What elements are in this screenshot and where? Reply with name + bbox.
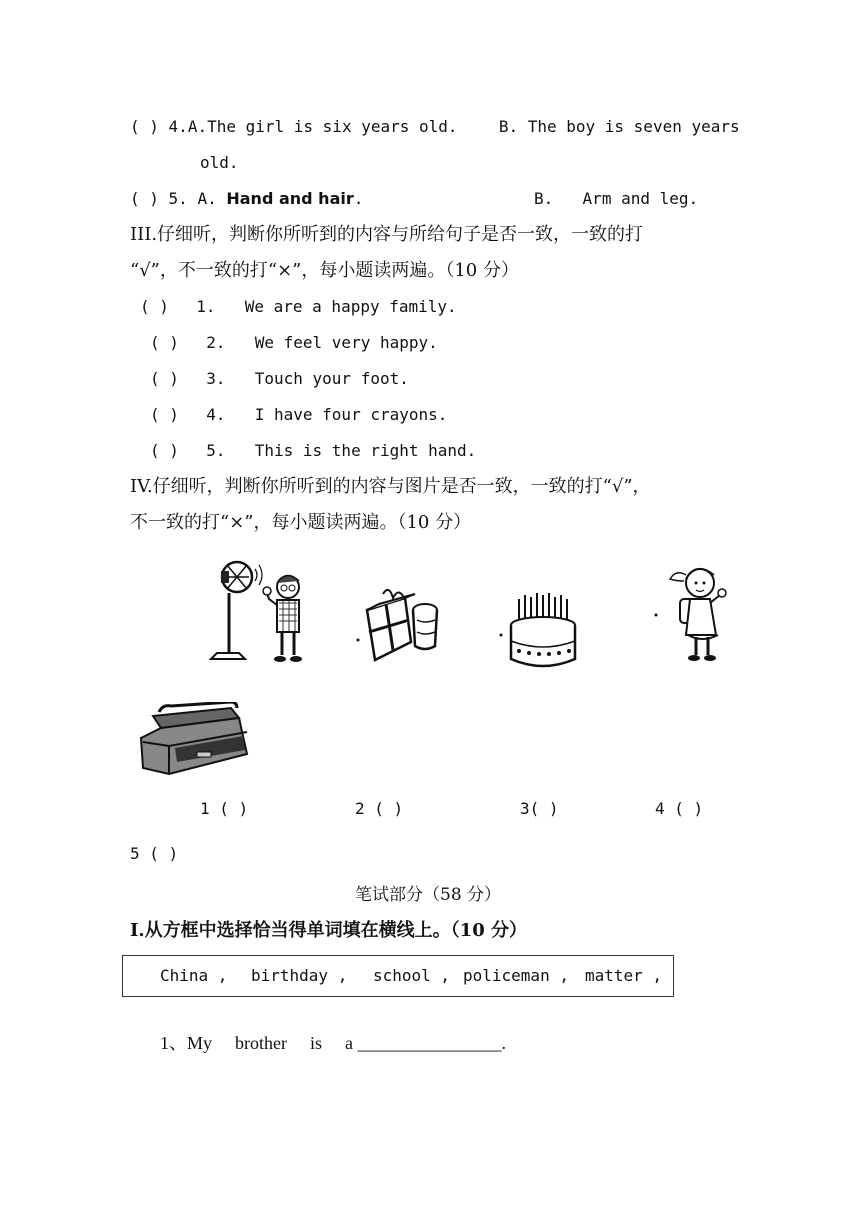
answer-paren[interactable]: ( ) bbox=[150, 369, 179, 388]
written-part-title: 笔试部分（58 分） bbox=[355, 885, 502, 905]
section-4-heading-line-2: 不一致的打“×”，每小题读两遍。（10 分） bbox=[130, 512, 472, 533]
fill-question-1 bbox=[160, 1032, 506, 1054]
item-text: This is the right hand. bbox=[254, 441, 477, 460]
word: brother bbox=[235, 1033, 287, 1053]
picture-answer-4[interactable]: 4 ( ) bbox=[655, 799, 704, 818]
section-3-heading-line-1: III.仔细听，判断你所听到的内容与所给句子是否一致，一致的打 bbox=[130, 224, 644, 245]
fan-and-boy-picture bbox=[205, 555, 315, 670]
option-b-letter: B. bbox=[534, 189, 554, 208]
word: a bbox=[345, 1033, 354, 1053]
section-3-item bbox=[140, 296, 457, 318]
item-number: 1. bbox=[196, 297, 216, 316]
briefcase-picture bbox=[135, 702, 255, 782]
picture-answer-1[interactable]: 1 ( ) bbox=[200, 799, 249, 818]
birthday-cake-picture bbox=[497, 585, 587, 675]
item-text: I have four crayons. bbox=[254, 405, 448, 424]
picture-answer-2[interactable]: 2 ( ) bbox=[355, 799, 404, 818]
question-number: 4. bbox=[168, 117, 188, 136]
item-text: We are a happy family. bbox=[244, 297, 457, 316]
question-4-continuation: old. bbox=[200, 153, 239, 172]
option-b: B. The boy is seven years bbox=[498, 117, 740, 136]
option-a: A.The girl is six years old. bbox=[187, 117, 458, 136]
option-b: Arm and leg. bbox=[582, 189, 699, 208]
question-5 bbox=[130, 188, 363, 210]
item-number: 2. bbox=[206, 333, 226, 352]
word-option: school , bbox=[373, 966, 451, 985]
answer-paren[interactable]: ( ) bbox=[130, 117, 159, 136]
option-a: Hand and hair bbox=[226, 189, 354, 208]
section-3-heading-line-2: “√”，不一致的打“×”，每小题读两遍。（10 分） bbox=[130, 260, 519, 281]
option-a-letter: A. bbox=[197, 189, 217, 208]
question-4 bbox=[130, 116, 740, 138]
picture-answer-3[interactable]: 3( ) bbox=[520, 799, 559, 818]
question-5-option-b bbox=[534, 188, 698, 210]
answer-blank[interactable]: ________________. bbox=[357, 1033, 507, 1053]
word-option: matter , bbox=[585, 966, 663, 985]
section-4-heading-line-1: IV.仔细听，判断你所听到的内容与图片是否一致，一致的打“√”， bbox=[130, 476, 651, 497]
girl-with-backpack-picture bbox=[650, 555, 730, 665]
question-number: 5. bbox=[168, 189, 188, 208]
word-box bbox=[122, 955, 674, 997]
item-text: Touch your foot. bbox=[254, 369, 409, 388]
section-3-item bbox=[150, 368, 409, 390]
answer-paren[interactable]: ( ) bbox=[130, 189, 159, 208]
word-option: China , bbox=[160, 966, 228, 985]
section-3-item bbox=[150, 440, 476, 462]
answer-paren[interactable]: ( ) bbox=[150, 333, 179, 352]
picture-answer-5[interactable]: 5 ( ) bbox=[130, 844, 179, 863]
answer-paren[interactable]: ( ) bbox=[150, 405, 179, 424]
option-a-end: . bbox=[353, 189, 364, 208]
item-text: We feel very happy. bbox=[254, 333, 438, 352]
word-option: policeman , bbox=[463, 966, 569, 985]
section-3-item bbox=[150, 332, 438, 354]
gift-boxes-picture bbox=[355, 580, 445, 670]
question-number: 1、My bbox=[160, 1033, 213, 1053]
section-3-item bbox=[150, 404, 447, 426]
item-number: 5. bbox=[206, 441, 226, 460]
answer-paren[interactable]: ( ) bbox=[140, 297, 169, 316]
item-number: 4. bbox=[206, 405, 226, 424]
item-number: 3. bbox=[206, 369, 226, 388]
word-option: birthday , bbox=[251, 966, 348, 985]
word: is bbox=[310, 1033, 323, 1053]
answer-paren[interactable]: ( ) bbox=[150, 441, 179, 460]
written-section-1-heading: Ⅰ.从方框中选择恰当得单词填在横线上。（10 分） bbox=[130, 920, 527, 941]
